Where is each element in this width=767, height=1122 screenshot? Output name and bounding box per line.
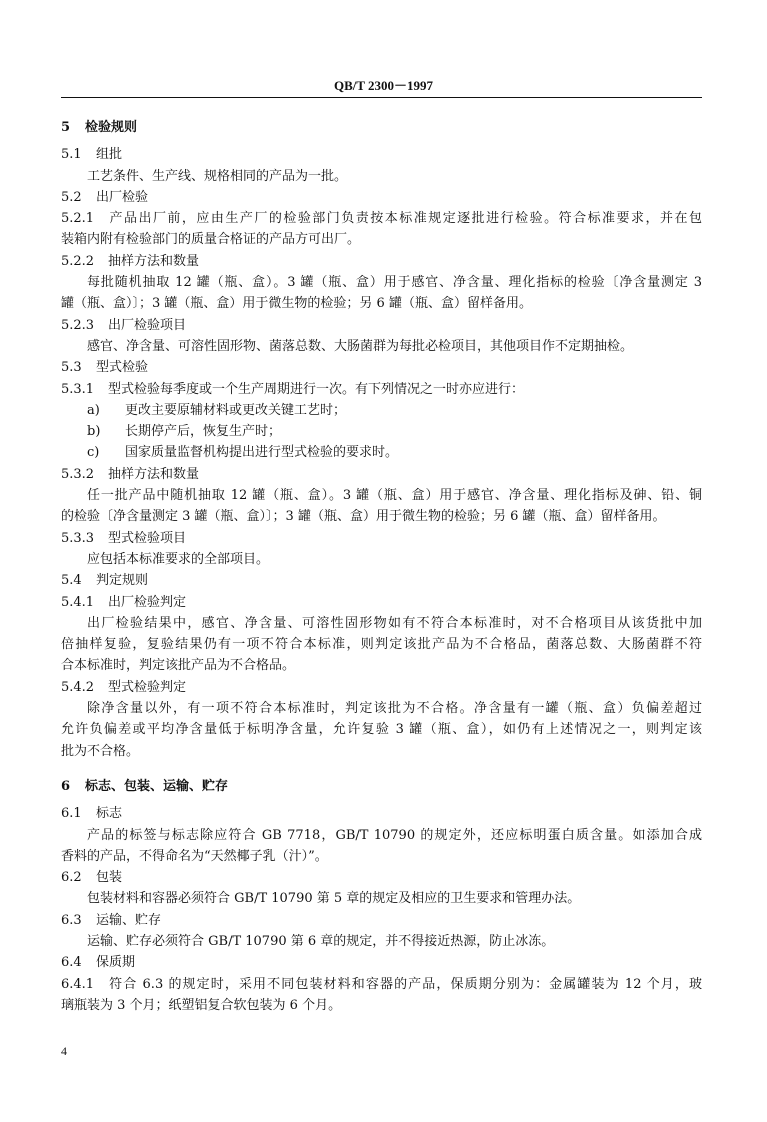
line-text: 保质期 bbox=[96, 955, 136, 971]
clause-heading bbox=[61, 144, 702, 165]
continuation-line bbox=[61, 995, 702, 1016]
line-text: 每批随机抽取 12 罐（瓶、盒）。3 罐（瓶、盒）用于感官、净含量、理化指标的检验〔净含量测定 3 bbox=[87, 275, 702, 291]
subclause-line bbox=[61, 528, 702, 549]
line-text: 的检验〔净含量测定 3 罐（瓶、盒）〕；3 罐（瓶、盒）用于微生物的检验；另 6 罐（瓶、盒）留样备用。 bbox=[61, 509, 666, 525]
paragraph-line bbox=[61, 549, 702, 570]
paragraph-line bbox=[61, 336, 702, 357]
line-text: 罐（瓶、盒）〕；3 罐（瓶、盒）用于微生物的检验；另 6 罐（瓶、盒）留样备用。 bbox=[61, 296, 532, 312]
line-text: 型式检验每季度或一个生产周期进行一次。有下列情况之一时亦应进行： bbox=[108, 381, 525, 397]
line-text: 运输、贮存 bbox=[96, 912, 162, 928]
clause-heading bbox=[61, 357, 702, 378]
line-text: 批为不合格。 bbox=[61, 743, 140, 759]
paragraph-line bbox=[61, 698, 702, 719]
paragraph-line bbox=[61, 272, 702, 293]
line-text: 香料的产品，不得命名为“天然椰子乳（汁）”。 bbox=[61, 848, 328, 864]
line-text: 应包括本标准要求的全部项目。 bbox=[87, 551, 270, 567]
list-item bbox=[61, 400, 702, 421]
clause-number: 5.3 bbox=[61, 360, 82, 376]
line-text: 产品出厂前，应由生产厂的检验部门负责按本标准规定逐批进行检验。符合标准要求，并在包 bbox=[108, 211, 702, 227]
clause-number: c) bbox=[87, 445, 100, 461]
paragraph-line bbox=[61, 825, 702, 846]
continuation-line bbox=[61, 293, 702, 314]
paragraph-line bbox=[61, 613, 702, 634]
line-text: 符合 6.3 的规定时，采用不同包装材料和容器的产品，保质期分别为：金属罐装为 12 个月，玻 bbox=[108, 976, 702, 992]
clause-heading bbox=[61, 952, 702, 973]
clause-number: 6.2 bbox=[61, 870, 82, 886]
subclause-line bbox=[61, 464, 702, 485]
clause-number: 5.2.3 bbox=[61, 317, 95, 333]
clause-number: 5.2 bbox=[61, 189, 82, 205]
line-text: 倍抽样复验，复验结果仍有一项不符合本标准，则判定该批产品为不合格品，菌落总数、大肠菌群不符 bbox=[61, 637, 702, 653]
clause-number: 5.4 bbox=[61, 573, 82, 589]
clause-number: 6.4.1 bbox=[61, 976, 95, 992]
clause-number: 5.3.1 bbox=[61, 381, 95, 397]
list-item bbox=[61, 442, 702, 463]
subclause-line bbox=[61, 592, 702, 613]
continuation-line bbox=[61, 719, 702, 740]
paragraph-line bbox=[61, 888, 702, 909]
line-text: 抽样方法和数量 bbox=[108, 253, 200, 269]
continuation-line bbox=[61, 229, 702, 250]
clause-number: 5.3.2 bbox=[61, 466, 95, 482]
clause-number: b) bbox=[87, 424, 101, 440]
continuation-line bbox=[61, 655, 702, 676]
line-text: 除净含量以外，有一项不符合本标准时，判定该批为不合格。净含量有一罐（瓶、盒）负偏差超过 bbox=[87, 701, 702, 717]
subclause-line bbox=[61, 974, 702, 995]
clause-heading bbox=[61, 803, 702, 824]
subclause-line bbox=[61, 251, 702, 272]
line-text: 出厂检验项目 bbox=[108, 317, 187, 333]
line-text: 产品的标签与标志除应符合 GB 7718，GB/T 10790 的规定外，还应标明蛋白质含量。如添加合成 bbox=[87, 827, 702, 843]
line-text: 标志、包装、运输、贮存 bbox=[85, 778, 229, 794]
line-text: 长期停产后，恢复生产时； bbox=[125, 424, 282, 440]
paragraph-line bbox=[61, 166, 702, 187]
clause-number: 5.2.2 bbox=[61, 253, 95, 269]
line-text: 出厂检验结果中，感官、净含量、可溶性固形物如有不符合本标准时，对不合格项目从该货批中加 bbox=[87, 615, 702, 631]
clause-number: 6.3 bbox=[61, 912, 82, 928]
paragraph-line bbox=[61, 931, 702, 952]
header-rule bbox=[61, 97, 702, 98]
line-text: 合本标准时，判定该批产品为不合格品。 bbox=[61, 658, 296, 674]
line-text: 工艺条件、生产线、规格相同的产品为一批。 bbox=[87, 168, 348, 184]
line-text: 抽样方法和数量 bbox=[108, 466, 200, 482]
list-item bbox=[61, 421, 702, 442]
line-text: 型式检验项目 bbox=[108, 530, 187, 546]
line-text: 装箱内附有检验部门的质量合格证的产品方可出厂。 bbox=[61, 232, 361, 248]
continuation-line bbox=[61, 634, 702, 655]
clause-heading bbox=[61, 910, 702, 931]
clause-heading bbox=[61, 867, 702, 888]
line-text: 包装 bbox=[96, 870, 123, 886]
clause-number: 6.4 bbox=[61, 955, 82, 971]
clause-number: 5 bbox=[61, 120, 71, 135]
line-text: 标志 bbox=[96, 806, 123, 822]
section-heading bbox=[61, 117, 702, 138]
clause-heading bbox=[61, 570, 702, 591]
paragraph-line bbox=[61, 485, 702, 506]
line-text: 组批 bbox=[96, 147, 123, 163]
line-text: 允许负偏差或平均净含量低于标明净含量，允许复验 3 罐（瓶、盒），如仍有上述情况之一，则判定该 bbox=[61, 722, 702, 738]
clause-number: 5.3.3 bbox=[61, 530, 95, 546]
clause-heading bbox=[61, 187, 702, 208]
clause-number: 5.4.2 bbox=[61, 679, 95, 695]
continuation-line bbox=[61, 741, 702, 762]
continuation-line bbox=[61, 506, 702, 527]
line-text: 包装材料和容器必须符合 GB/T 10790 第 5 章的规定及相应的卫生要求和管理办法。 bbox=[87, 891, 581, 907]
line-text: 运输、贮存必须符合 GB/T 10790 第 6 章的规定，并不得接近热源，防止冰冻。 bbox=[87, 933, 555, 949]
subclause-line bbox=[61, 208, 702, 229]
line-text: 任一批产品中随机抽取 12 罐（瓶、盒）。3 罐（瓶、盒）用于感官、净含量、理化指标及砷、铅、铜 bbox=[87, 488, 702, 504]
clause-number: 5.1 bbox=[61, 147, 82, 163]
section-heading bbox=[61, 776, 702, 797]
line-text: 型式检验 bbox=[96, 360, 149, 376]
standard-code-header: QB/T 2300－1997 bbox=[333, 78, 434, 93]
line-text: 型式检验判定 bbox=[108, 679, 187, 695]
subclause-line bbox=[61, 677, 702, 698]
document-body bbox=[61, 117, 702, 1016]
line-text: 判定规则 bbox=[96, 573, 149, 589]
continuation-line bbox=[61, 846, 702, 867]
subclause-line bbox=[61, 315, 702, 336]
subclause-line bbox=[61, 379, 702, 400]
line-text: 检验规则 bbox=[85, 120, 138, 135]
line-text: 更改主要原辅材料或更改关键工艺时； bbox=[125, 402, 347, 418]
line-text: 国家质量监督机构提出进行型式检验的要求时。 bbox=[125, 445, 399, 461]
line-text: 感官、净含量、可溶性固形物、菌落总数、大肠菌群为每批必检项目，其他项目作不定期抽检。 bbox=[87, 338, 634, 354]
page-number: 4 bbox=[61, 1044, 67, 1058]
line-text: 璃瓶装为 3 个月；纸塑铝复合软包装为 6 个月。 bbox=[61, 997, 342, 1013]
clause-number: 5.4.1 bbox=[61, 594, 95, 610]
clause-number: 6.1 bbox=[61, 806, 82, 822]
clause-number: a) bbox=[87, 402, 100, 418]
line-text: 出厂检验判定 bbox=[108, 594, 187, 610]
clause-number: 6 bbox=[61, 778, 71, 794]
line-text: 出厂检验 bbox=[96, 189, 149, 205]
clause-number: 5.2.1 bbox=[61, 211, 95, 227]
